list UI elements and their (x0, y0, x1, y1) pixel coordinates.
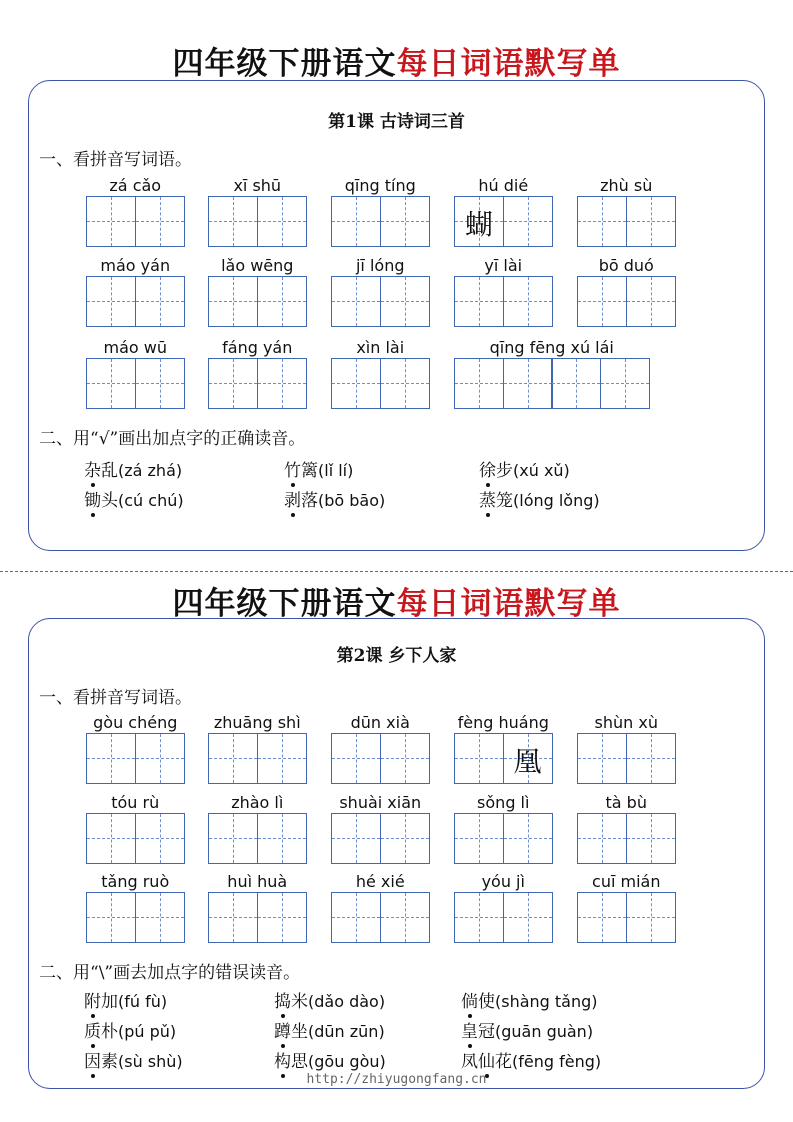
writing-cell[interactable] (503, 892, 553, 943)
writing-cell[interactable] (86, 276, 136, 327)
writing-cell[interactable] (331, 892, 381, 943)
dotted-character: 仙 (478, 1052, 495, 1072)
writing-cell[interactable] (331, 813, 381, 864)
pinyin-label: cuī mián (592, 872, 661, 891)
writing-cell[interactable] (454, 196, 504, 247)
pinyin-options[interactable]: (dūn zūn) (308, 1022, 385, 1041)
writing-cell[interactable] (257, 733, 307, 784)
pinyin-options[interactable]: (cú chú) (118, 491, 184, 510)
pronunciation-item: 倘使(shàng tǎng) (461, 992, 598, 1012)
pronunciation-item: 皇冠(guān guàn) (461, 1022, 594, 1042)
filled-character: 凰 (513, 745, 542, 778)
title-red: 每日词语默写单 (396, 46, 621, 82)
section-2-heading: 二、用“\”画去加点字的错误读音。 (39, 963, 301, 983)
pinyin-label: sǒng lì (477, 793, 530, 812)
tianzige-boxes (331, 358, 428, 409)
writing-cell[interactable] (208, 358, 258, 409)
section-1-heading: 一、看拼音写词语。 (39, 688, 192, 708)
dotted-character: 剥 (284, 491, 301, 511)
pinyin-label: dūn xià (350, 713, 410, 732)
tianzige-boxes (331, 892, 428, 943)
writing-cell[interactable] (208, 733, 258, 784)
writing-cell[interactable] (86, 733, 136, 784)
tianzige-boxes (577, 196, 674, 247)
writing-cell[interactable] (551, 358, 601, 409)
pinyin-options[interactable]: (sù shù) (118, 1052, 183, 1071)
writing-cell[interactable] (135, 358, 185, 409)
tianzige-boxes (208, 813, 305, 864)
pinyin-label: zá cǎo (109, 176, 162, 195)
tianzige-boxes (577, 892, 674, 943)
pronunciation-item: 剥落(bō bāo) (284, 491, 386, 511)
writing-cell[interactable] (503, 196, 553, 247)
writing-cell[interactable] (454, 358, 504, 409)
pronunciation-item: 质朴(pú pǔ) (84, 1022, 177, 1042)
writing-cell[interactable] (208, 892, 258, 943)
writing-cell[interactable] (503, 813, 553, 864)
writing-cell[interactable] (257, 358, 307, 409)
dotted-character: 构 (274, 1052, 291, 1072)
tianzige-boxes (331, 276, 428, 327)
pinyin-options[interactable]: (guān guàn) (495, 1022, 594, 1041)
pinyin-options[interactable]: (lǐ lí) (318, 461, 354, 480)
title-red: 每日词语默写单 (396, 586, 621, 622)
pinyin-label: fèng huáng (457, 713, 549, 732)
writing-cell[interactable] (86, 196, 136, 247)
writing-cell[interactable] (135, 276, 185, 327)
tianzige-boxes (454, 892, 551, 943)
tianzige-boxes (208, 892, 305, 943)
writing-cell[interactable] (208, 276, 258, 327)
tianzige-boxes (208, 196, 305, 247)
writing-cell[interactable] (626, 276, 676, 327)
pinyin-options[interactable]: (lóng lǒng) (513, 491, 600, 510)
tianzige-boxes (577, 276, 674, 327)
sheet-2-title (0, 578, 793, 623)
pinyin-label: fáng yán (222, 338, 293, 357)
writing-cell[interactable] (454, 813, 504, 864)
writing-cell[interactable] (454, 892, 504, 943)
writing-cell[interactable] (600, 358, 650, 409)
writing-cell[interactable] (380, 276, 430, 327)
writing-cell[interactable] (208, 813, 258, 864)
writing-cell[interactable] (257, 196, 307, 247)
pinyin-label: zhù sù (600, 176, 653, 195)
dotted-character: 因 (84, 1052, 101, 1072)
tianzige-boxes (331, 733, 428, 784)
writing-cell[interactable] (503, 358, 553, 409)
writing-cell[interactable] (86, 813, 136, 864)
tianzige-boxes (454, 733, 551, 784)
writing-cell[interactable] (135, 892, 185, 943)
pinyin-options[interactable]: (xú xǔ) (513, 461, 570, 480)
title-black: 四年级下册语文 (172, 46, 397, 82)
dotted-character: 质 (84, 1022, 101, 1042)
pinyin-options[interactable]: (dǎo dào) (308, 992, 386, 1011)
pinyin-label: hé xié (355, 872, 405, 891)
pinyin-label: shuài xiān (339, 793, 422, 812)
filled-character: 蝴 (464, 208, 493, 241)
pinyin-options[interactable]: (zá zhá) (118, 461, 183, 480)
writing-cell[interactable] (380, 892, 430, 943)
tianzige-boxes (577, 733, 674, 784)
pinyin-label: bō duó (598, 256, 654, 275)
writing-cell[interactable] (626, 892, 676, 943)
title-black: 四年级下册语文 (172, 586, 397, 622)
tianzige-boxes (454, 276, 551, 327)
lesson-title: 第1课 古诗词三首 (328, 112, 465, 132)
tianzige-boxes (454, 196, 551, 247)
tianzige-boxes (86, 892, 183, 943)
pinyin-label: tóu rù (111, 793, 160, 812)
writing-cell[interactable] (331, 276, 381, 327)
pronunciation-item: 附加(fú fù) (84, 992, 168, 1012)
pinyin-label: máo wū (103, 338, 167, 357)
writing-cell[interactable] (577, 892, 627, 943)
writing-cell[interactable] (380, 733, 430, 784)
dotted-character: 锄 (84, 491, 101, 511)
tianzige-boxes (208, 276, 305, 327)
pronunciation-item: 徐步(xú xǔ) (479, 461, 570, 481)
writing-cell[interactable] (577, 196, 627, 247)
writing-cell[interactable] (577, 733, 627, 784)
tianzige-boxes (577, 813, 674, 864)
pronunciation-item: 构思(gōu gòu) (274, 1052, 386, 1072)
pinyin-options[interactable]: (gōu gòu) (308, 1052, 386, 1071)
tianzige-boxes (454, 813, 551, 864)
writing-cell[interactable] (577, 276, 627, 327)
writing-cell[interactable] (454, 276, 504, 327)
writing-cell[interactable] (257, 892, 307, 943)
pinyin-options[interactable]: (bō bāo) (318, 491, 386, 510)
pinyin-label: yī lài (484, 256, 523, 275)
writing-cell[interactable] (135, 733, 185, 784)
tianzige-boxes (86, 813, 183, 864)
writing-cell[interactable] (380, 196, 430, 247)
writing-cell[interactable] (380, 358, 430, 409)
writing-cell[interactable] (626, 196, 676, 247)
pinyin-label: tǎng ruò (101, 872, 170, 891)
pronunciation-item: 锄头(cú chú) (84, 491, 184, 511)
dotted-character: 蹲 (274, 1022, 291, 1042)
tianzige-boxes (208, 733, 305, 784)
pronunciation-item: 因素(sù shù) (84, 1052, 183, 1072)
dotted-character: 捣 (274, 992, 291, 1012)
writing-cell[interactable] (626, 733, 676, 784)
pinyin-label: gòu chéng (93, 713, 178, 732)
pronunciation-item: 竹篱(lǐ lí) (284, 461, 354, 481)
pronunciation-item: 捣米(dǎo dào) (274, 992, 386, 1012)
pinyin-options[interactable]: (fú fù) (118, 992, 168, 1011)
pronunciation-item: 蹲坐(dūn zūn) (274, 1022, 385, 1042)
pinyin-label: lǎo wēng (221, 256, 294, 275)
dotted-character: 杂 (84, 461, 101, 481)
pinyin-label: huì huà (227, 872, 288, 891)
sheet-2-panel (28, 618, 765, 1089)
writing-cell[interactable] (135, 813, 185, 864)
writing-cell[interactable] (257, 813, 307, 864)
writing-cell[interactable] (454, 733, 504, 784)
section-2-heading: 二、用“√”画出加点字的正确读音。 (39, 429, 306, 449)
pinyin-label: xī shū (233, 176, 282, 195)
section-1-heading: 一、看拼音写词语。 (39, 150, 192, 170)
lesson-title: 第2课 乡下人家 (336, 646, 457, 666)
writing-cell[interactable] (626, 813, 676, 864)
pinyin-options[interactable]: (fēng fèng) (512, 1052, 602, 1071)
tianzige-boxes (331, 813, 428, 864)
pinyin-label: shùn xù (594, 713, 658, 732)
footer-url: http://zhiyugongfang.cn (306, 1072, 487, 1087)
pronunciation-item: 杂乱(zá zhá) (84, 461, 183, 481)
writing-cell[interactable] (503, 276, 553, 327)
tianzige-boxes (454, 358, 648, 409)
writing-cell[interactable] (331, 733, 381, 784)
sheet-1-title (0, 38, 793, 83)
pinyin-label: qīng fēng xú lái (489, 338, 614, 357)
dashed-divider (0, 571, 793, 572)
pinyin-label: máo yán (100, 256, 171, 275)
tianzige-boxes (86, 358, 183, 409)
pronunciation-item: 凤仙花(fēng fèng) (461, 1052, 602, 1072)
pinyin-label: qīng tíng (344, 176, 416, 195)
writing-cell[interactable] (257, 276, 307, 327)
writing-cell[interactable] (86, 358, 136, 409)
writing-cell[interactable] (503, 733, 553, 784)
pinyin-label: jī lóng (355, 256, 405, 275)
pinyin-options[interactable]: (shàng tǎng) (495, 992, 598, 1011)
dotted-character: 皇 (461, 1022, 478, 1042)
tianzige-boxes (331, 196, 428, 247)
pinyin-label: tà bù (605, 793, 647, 812)
tianzige-boxes (86, 733, 183, 784)
dotted-character: 徐 (479, 461, 496, 481)
dotted-character: 附 (84, 992, 101, 1012)
writing-cell[interactable] (86, 892, 136, 943)
tianzige-boxes (208, 358, 305, 409)
pronunciation-item: 蒸笼(lóng lǒng) (479, 491, 600, 511)
dotted-character: 竹 (284, 461, 301, 481)
writing-cell[interactable] (331, 196, 381, 247)
tianzige-boxes (86, 276, 183, 327)
tianzige-boxes (86, 196, 183, 247)
pinyin-label: zhuāng shì (213, 713, 301, 732)
sheet-1-panel (28, 80, 765, 551)
pinyin-label: hú dié (478, 176, 529, 195)
pinyin-label: zhào lì (231, 793, 284, 812)
writing-cell[interactable] (577, 813, 627, 864)
pinyin-options[interactable]: (pú pǔ) (118, 1022, 177, 1041)
writing-cell[interactable] (208, 196, 258, 247)
dotted-character: 倘 (461, 992, 478, 1012)
pinyin-label: yóu jì (481, 872, 525, 891)
writing-cell[interactable] (135, 196, 185, 247)
writing-cell[interactable] (331, 358, 381, 409)
pinyin-label: xìn lài (356, 338, 405, 357)
writing-cell[interactable] (380, 813, 430, 864)
dotted-character: 蒸 (479, 491, 496, 511)
